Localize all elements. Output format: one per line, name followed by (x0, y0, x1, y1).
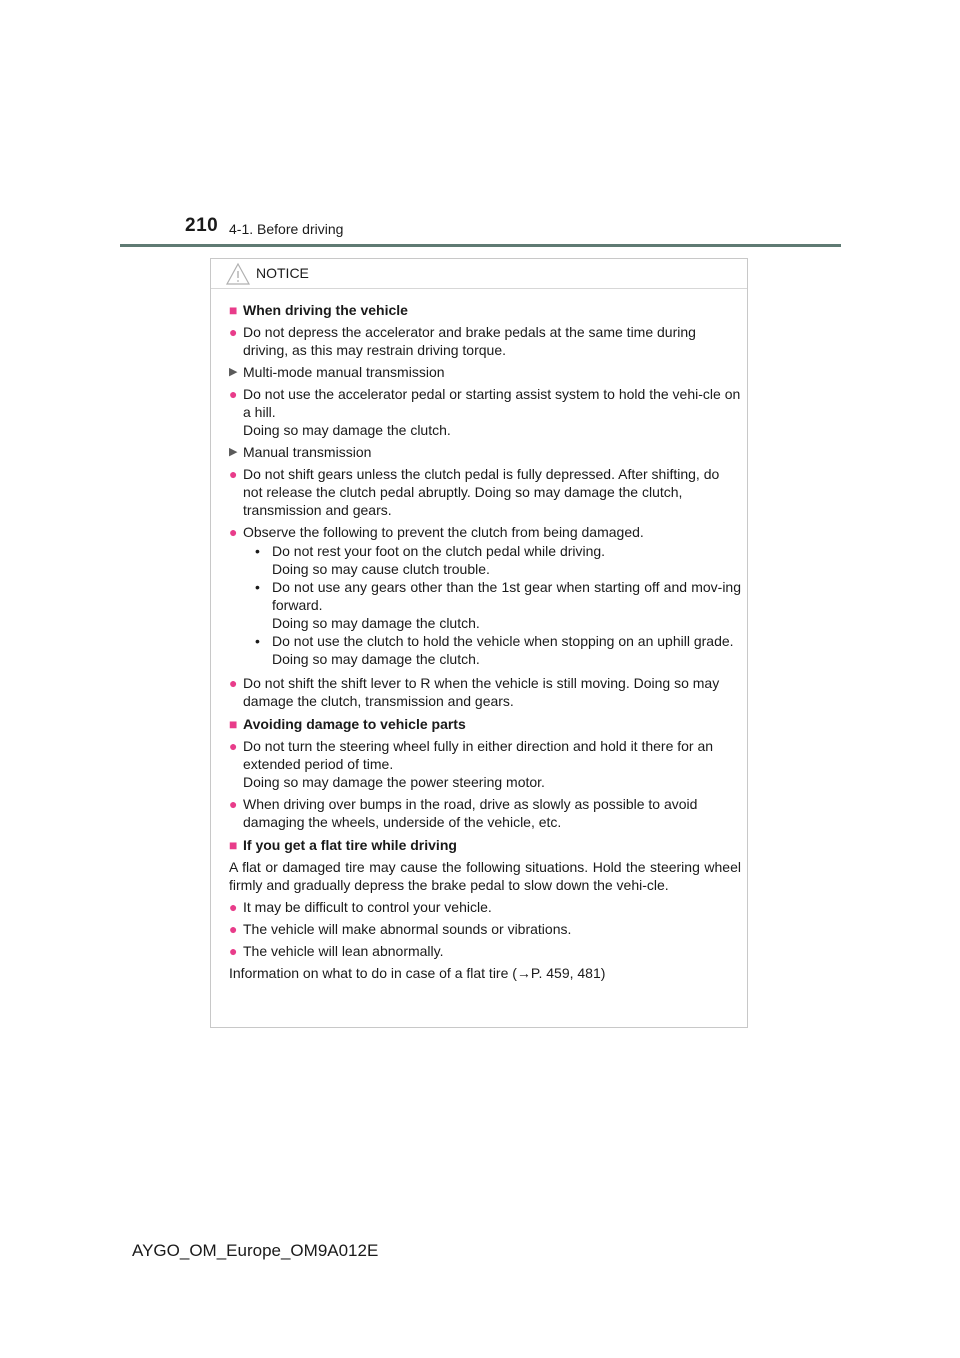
square-bullet-icon: ■ (229, 716, 238, 732)
square-bullet-icon: ■ (229, 837, 238, 853)
bullet-text: The vehicle will make abnormal sounds or vibrations. (243, 921, 572, 937)
bullet-content (243, 674, 741, 710)
warning-triangle-icon (225, 262, 251, 286)
notice-section (229, 836, 741, 982)
bullet-item (229, 674, 741, 710)
section-heading-text: Avoiding damage to vehicle parts (243, 716, 466, 732)
document-code: AYGO_OM_Europe_OM9A012E (132, 1241, 379, 1260)
bullet-content (243, 523, 741, 670)
circle-bullet-icon: ● (229, 796, 238, 812)
notice-title: NOTICE (256, 265, 309, 281)
paragraph: A flat or damaged tire may cause the following situations. Hold the steering wheel firmly and gradually depress the brake pedal to slow down the vehi-cle. (229, 859, 741, 893)
notice-box (210, 258, 748, 1028)
bullet-content (243, 323, 741, 359)
transmission-label (229, 363, 741, 381)
notice-section (229, 715, 741, 831)
bullet-text: Do not turn the steering wheel fully in either direction and hold it there for an extended period of time. Doing so may damage the power steering motor. (243, 738, 714, 790)
circle-bullet-icon: ● (229, 921, 238, 937)
bullet-text: When driving over bumps in the road, drive as slowly as possible to avoid damaging the wheels, underside of the vehicle, etc. (243, 796, 698, 830)
bullet-text: It may be difficult to control your vehicle. (243, 899, 492, 915)
bullet-content (243, 898, 741, 916)
notice-header (211, 259, 747, 289)
bullet-content (243, 385, 741, 439)
section-heading-text: When driving the vehicle (243, 302, 408, 318)
sub-bullet-mark: • (255, 543, 260, 559)
section-heading (229, 836, 741, 854)
bullet-item (229, 920, 741, 938)
bullet-text: Do not shift gears unless the clutch pedal is fully depressed. After shifting, do not release the clutch pedal abruptly. Doing so may damage the clutch, transmission and gears. (243, 466, 720, 518)
bullet-content (243, 795, 741, 831)
circle-bullet-icon: ● (229, 738, 238, 754)
section-heading-text: If you get a flat tire while driving (243, 837, 457, 853)
bullet-item (229, 737, 741, 791)
transmission-label-text: Manual transmission (243, 444, 372, 460)
section-title: 4-1. Before driving (229, 221, 344, 237)
notice-body (211, 289, 747, 982)
circle-bullet-icon: ● (229, 386, 238, 402)
sub-item (243, 542, 741, 578)
bullet-item (229, 523, 741, 670)
bullet-content (243, 465, 741, 519)
bullet-content (243, 942, 741, 960)
sub-bullet-mark: • (255, 633, 260, 649)
circle-bullet-icon: ● (229, 324, 238, 340)
circle-bullet-icon: ● (229, 524, 238, 540)
section-heading (229, 715, 741, 733)
bullet-text: The vehicle will lean abnormally. (243, 943, 444, 959)
bullet-content (243, 737, 741, 791)
bullet-item (229, 465, 741, 519)
paragraph: Information on what to do in case of a flat tire (→P. 459, 481) (229, 965, 606, 981)
sub-list (243, 542, 741, 668)
sub-item (243, 578, 741, 632)
bullet-text: Observe the following to prevent the clutch from being damaged. (243, 524, 644, 540)
sub-item-text: Do not use any gears other than the 1st gear when starting off and mov-ing forward. Doing so may damage the clutch. (272, 579, 741, 631)
bullet-item (229, 795, 741, 831)
circle-bullet-icon: ● (229, 899, 238, 915)
bullet-item (229, 323, 741, 359)
notice-section (229, 301, 741, 710)
sub-bullet-mark: • (255, 579, 260, 595)
page-number: 210 (185, 215, 219, 236)
triangle-right-icon: ▶ (229, 366, 238, 378)
sub-item-text: Do not rest your foot on the clutch pedal while driving. Doing so may cause clutch trouble. (272, 543, 606, 577)
bullet-text: Do not depress the accelerator and brake pedals at the same time during driving, as this may restrain driving torque. (243, 324, 696, 358)
bullet-item (229, 385, 741, 439)
transmission-label (229, 443, 741, 461)
section-heading (229, 301, 741, 319)
sub-item (243, 632, 741, 668)
circle-bullet-icon: ● (229, 466, 238, 482)
bullet-item (229, 942, 741, 960)
bullet-content (243, 920, 741, 938)
triangle-right-icon: ▶ (229, 446, 238, 458)
header-divider (120, 244, 841, 247)
sub-item-text: Do not use the clutch to hold the vehicle when stopping on an uphill grade. Doing so may damage the clutch. (272, 633, 734, 667)
circle-bullet-icon: ● (229, 943, 238, 959)
bullet-item (229, 898, 741, 916)
bullet-text: Do not shift the shift lever to R when the vehicle is still moving. Doing so may damage the clutch, transmission and gears. (243, 675, 720, 709)
transmission-label-text: Multi-mode manual transmission (243, 364, 445, 380)
circle-bullet-icon: ● (229, 675, 238, 691)
bullet-text: Do not use the accelerator pedal or starting assist system to hold the vehi-cle on a hill. Doing so may damage the clutch. (243, 386, 741, 438)
square-bullet-icon: ■ (229, 302, 238, 318)
